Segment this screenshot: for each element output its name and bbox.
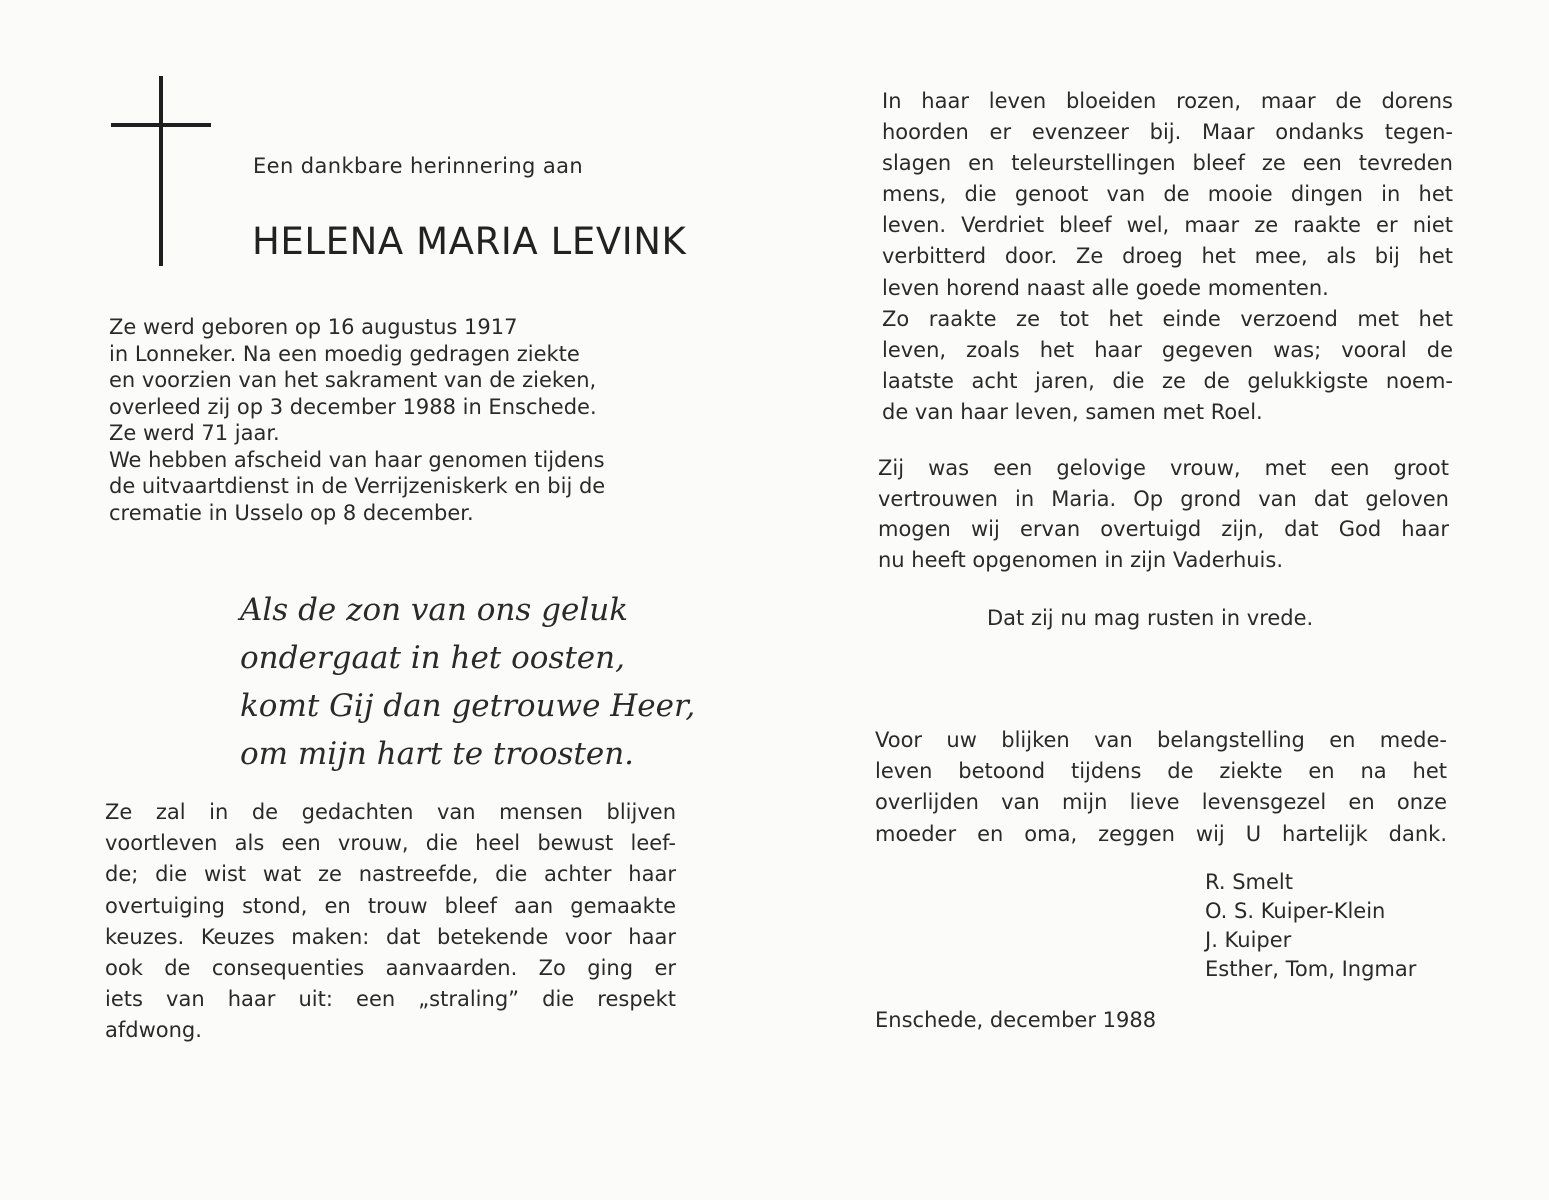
signer-name: Esther, Tom, Ingmar [1205,957,1417,981]
thanks-paragraph [875,725,1447,850]
text-line: slagen en teleurstellingen bleef ze een tevreden [882,151,1453,176]
poem [240,586,695,778]
text-line: Ze zal in de gedachten van mensen blijven [105,800,676,824]
text-line: keuzes. Keuzes maken: dat betekende voor haar [105,924,676,949]
signers-list [1205,868,1416,984]
text-line: Zo raakte ze tot het einde verzoend met het [882,306,1453,331]
text-line: de van haar leven, samen met Roel. [882,399,1263,424]
character-paragraph [105,797,676,1047]
text-line: leven horend naast alle goede momenten. [882,275,1329,300]
text-line: vertrouwen in Maria. Op grond van dat geloven [878,486,1449,511]
text-line: iets van haar uit: een „straling” die respekt [105,987,676,1012]
text-line: voortleven als een vrouw, die heel bewust leef- [105,831,676,856]
text-line: moeder en oma, zeggen wij U hartelijk dank. [875,821,1447,846]
text-line: overlijden van mijn lieve levensgezel en onze [875,790,1447,815]
text-line: ook de consequenties aanvaarden. Zo ging er [105,956,676,981]
text-line: Zij was een gelovige vrouw, met een groot [878,456,1449,480]
text-line: leven betoond tijdens de ziekte en na het [875,759,1447,784]
text-line: de; die wist wat ze nastreefde, die achter haar [105,862,676,887]
deceased-name: HELENA MARIA LEVINK [252,220,687,263]
roses-paragraph [882,86,1453,428]
text-line: Ze werd 71 jaar. [109,421,280,445]
text-line: leven. Verdriet bleef wel, maar ze raakte er niet [882,213,1453,238]
text-line: nu heeft opgenomen in zijn Vaderhuis. [878,547,1284,572]
text-line: hoorden er evenzeer bij. Maar ondanks tegen- [882,120,1453,145]
text-line: verbitterd door. Ze droeg het mee, als bij het [882,244,1453,269]
text-line: overtuiging stond, en trouw bleef aan gemaakte [105,893,676,918]
poem-line: Als de zon van ons geluk [240,592,628,628]
text-line: Voor uw blijken van belangstelling en mede- [875,728,1447,752]
text-line: crematie in Usselo op 8 december. [109,500,474,525]
text-line: mens, die genoot van de mooie dingen in het [882,182,1453,207]
life-summary [109,314,669,526]
text-line: In haar leven bloeiden rozen, maar de dorens [882,89,1453,113]
text-line: We hebben afscheid van haar genomen tijdens [109,447,605,472]
intro-text: Een dankbare herinnering aan [253,154,584,178]
signer-name: J. Kuiper [1205,928,1292,952]
faith-paragraph [878,453,1449,575]
text-line: afdwong. [105,1018,202,1043]
poem-line: komt Gij dan getrouwe Heer, [240,688,696,724]
signer-name: O. S. Kuiper-Klein [1205,899,1386,923]
poem-line: ondergaat in het oosten, [240,640,625,676]
text-line: overleed zij op 3 december 1988 in Enschede. [109,394,597,419]
text-line: in Lonneker. Na een moedig gedragen ziekte [109,341,580,366]
text-line: Ze werd geboren op 16 augustus 1917 [109,315,518,339]
text-line: en voorzien van het sakrament van de zieken, [109,368,597,392]
text-line: mogen wij ervan overtuigd zijn, dat God haar [878,517,1449,541]
cross-vertical-bar [159,76,163,266]
text-line: laatste acht jaren, die ze de gelukkigste noem- [882,368,1453,393]
place-date: Enschede, december 1988 [875,1008,1157,1032]
rest-in-peace-line: Dat zij nu mag rusten in vrede. [987,606,1314,630]
text-line: de uitvaartdienst in de Verrijzeniskerk en bij de [109,474,606,498]
poem-line: om mijn hart te troosten. [240,736,635,772]
text-line: leven, zoals het haar gegeven was; vooral de [882,337,1453,362]
signer-name: R. Smelt [1205,870,1293,894]
cross-horizontal-bar [111,123,211,127]
